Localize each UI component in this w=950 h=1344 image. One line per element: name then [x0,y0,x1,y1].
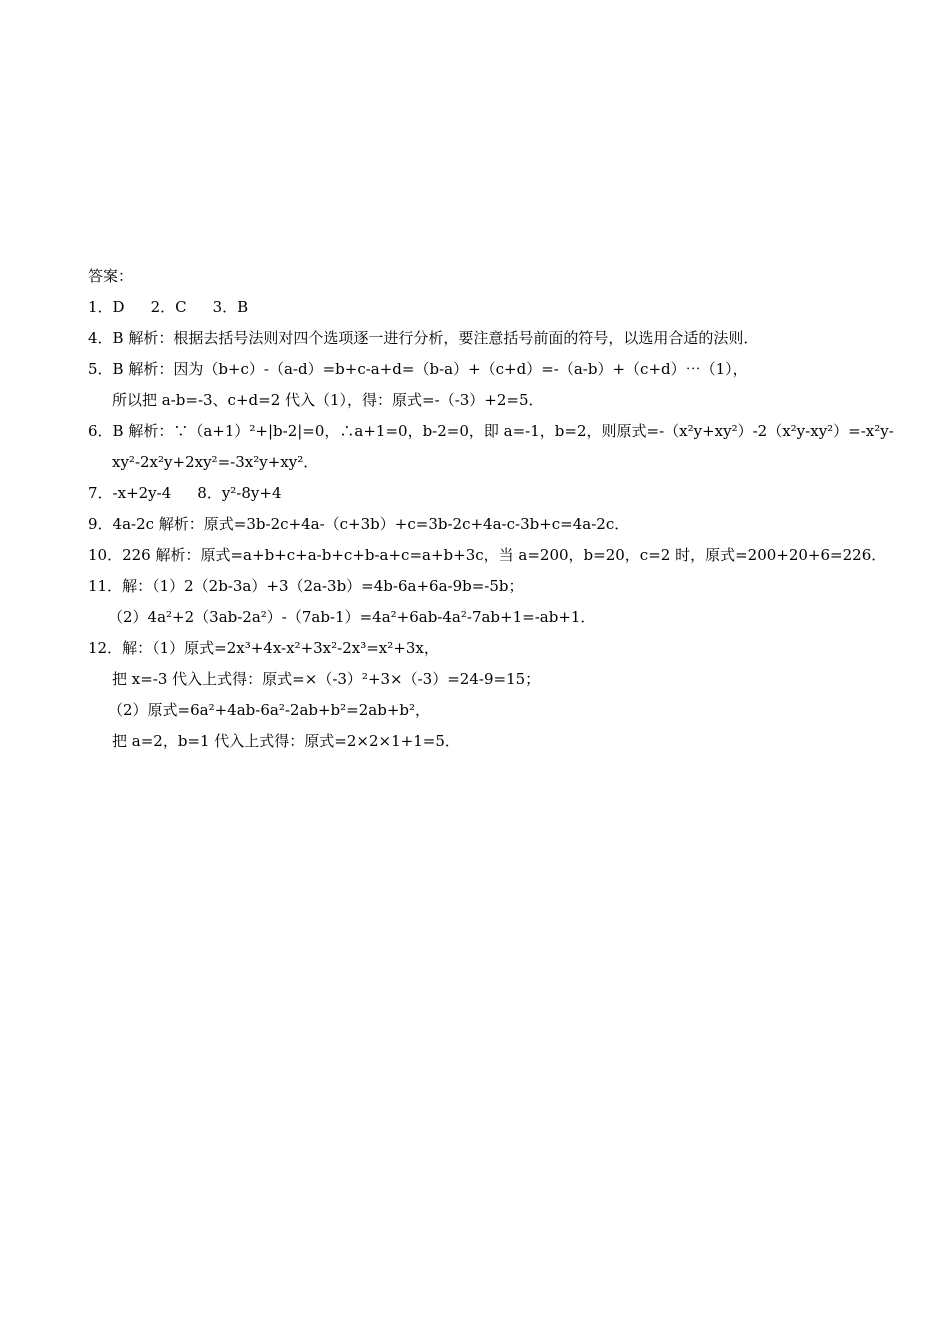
answer-12-line-1: 12．解：（1）原式=2x³+4x-x²+3x²-2x³=x²+3x， [88,639,439,657]
answer-11-line-2: （2）4a²+2（3ab-2a²）-（7ab-1）=4a²+6ab-4a²-7ab+1=-ab+1． [108,608,596,626]
answer-1: 1．D [88,298,125,316]
answer-heading: 答案： [88,267,134,285]
answer-5-line-1: 5．B 解析：因为（b+c）-（a-d）=b+c-a+d=（b-a）+（c+d）=-（a-b）+（c+d）⋯（1）， [88,360,748,378]
answer-9: 9．4a-2c 解析：原式=3b-2c+4a-（c+3b）+c=3b-2c+4a-c-3b+c=4a-2c． [88,515,630,533]
answer-4: 4．B 解析：根据去括号法则对四个选项逐一进行分析，要注意括号前面的符号，以选用合适的法则． [88,329,759,347]
answer-6-line-1: 6．B 解析：∵（a+1）²+|b-2|=0，∴a+1=0，b-2=0，即 a=-1，b=2，则原式=-（x²y+xy²）-2（x²y-xy²）=-x²y- [88,422,894,440]
answer-11-line-1: 11．解：（1）2（2b-3a）+3（2a-3b）=4b-6a+6a-9b=-5b； [88,577,524,595]
answer-7: 7．-x+2y-4 [88,484,172,502]
answer-2: 2．C [150,298,187,316]
answer-6-line-2: xy²-2x²y+2xy²=-3x²y+xy²． [112,453,319,471]
answer-line-1-3 [88,297,248,317]
answer-8: 8．y²-8y+4 [197,484,282,502]
answer-12-line-3: （2）原式=6a²+4ab-6a²-2ab+b²=2ab+b²， [108,701,431,719]
answer-12-line-2: 把 x=-3 代入上式得：原式=×（-3）²+3×（-3）=24-9=15； [112,670,541,688]
answer-12-line-4: 把 a=2，b=1 代入上式得：原式=2×2×1+1=5． [112,732,460,750]
answer-line-7-8 [88,483,282,503]
answer-10: 10．226 解析：原式=a+b+c+a-b+c+b-a+c=a+b+3c，当 a=200，b=20，c=2 时，原式=200+20+6=226． [88,546,887,564]
answer-5-line-2: 所以把 a-b=-3、c+d=2 代入（1），得：原式=-（-3）+2=5． [112,391,544,409]
answer-3: 3．B [212,298,249,316]
